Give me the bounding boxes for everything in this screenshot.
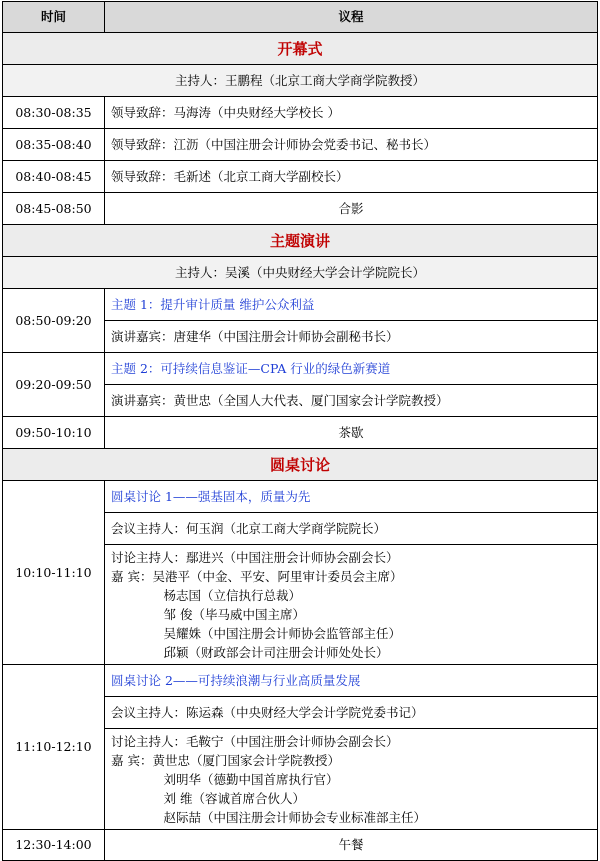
participants-cell: [105, 545, 598, 665]
header-time: 时间: [3, 2, 105, 33]
time-cell: 09:20-09:50: [3, 353, 105, 417]
table-row: [3, 97, 598, 129]
agenda-table: [2, 1, 598, 861]
time-cell: 11:10-12:10: [3, 665, 105, 830]
time-cell: 09:50-10:10: [3, 417, 105, 449]
talk-speaker: 演讲嘉宾：唐建华（中国注册会计师协会副秘书长）: [105, 321, 598, 353]
guest-line: [111, 567, 597, 586]
table-row: [3, 193, 598, 225]
table-row: [3, 161, 598, 193]
guest-name: 邹 俊（毕马威中国主席）: [163, 606, 305, 622]
time-cell: 08:40-08:45: [3, 161, 105, 193]
meeting-host: 会议主持人：陈运森（中央财经大学会计学院党委书记）: [105, 697, 598, 729]
guest-name: 刘 维（容诚首席合伙人）: [163, 790, 305, 806]
table-header-row: [3, 2, 598, 33]
discussion-host: 讨论主持人：毛鞍宁（中国注册会计师协会副会长）: [111, 733, 399, 749]
table-row: [3, 417, 598, 449]
header-agenda: 议程: [105, 2, 598, 33]
agenda-item: 茶歇: [105, 417, 598, 449]
agenda-item: 领导致辞：马海涛（中央财经大学校长 ）: [105, 97, 598, 129]
table-row: [3, 665, 598, 697]
discussion-host: 讨论主持人：鄢进兴（中国注册会计师协会副会长）: [111, 549, 399, 565]
table-row: [3, 129, 598, 161]
agenda-item: 午餐: [105, 830, 598, 861]
guest-name: 杨志国（立信执行总裁）: [163, 587, 302, 603]
agenda-item: 领导致辞：江沥（中国注册会计师协会党委书记、秘书长）: [105, 129, 598, 161]
section-title-roundtable: 圆桌讨论: [3, 449, 598, 481]
table-row: [3, 289, 598, 321]
guest-name: 刘明华（德勤中国首席执行官）: [163, 771, 339, 787]
time-cell: 08:50-09:20: [3, 289, 105, 353]
section-row-keynote: [3, 225, 598, 257]
guests-label: 嘉 宾：: [111, 752, 153, 768]
talk-topic: 主题 1：提升审计质量 维护公众利益: [105, 289, 598, 321]
agenda-item: 领导致辞：毛新述（北京工商大学副校长）: [105, 161, 598, 193]
time-cell: 10:10-11:10: [3, 481, 105, 665]
guest-name: 吴耀姝（中国注册会计师协会监管部主任）: [163, 625, 402, 641]
guests-label: 嘉 宾：: [111, 568, 153, 584]
participants-cell: [105, 729, 598, 830]
agenda-item: 合影: [105, 193, 598, 225]
section-title-keynote: 主题演讲: [3, 225, 598, 257]
guest-name: 赵际喆（中国注册会计师协会专业标准部主任）: [163, 809, 427, 825]
guest-name: 吴港平（中金、平安、阿里审计委员会主席）: [152, 568, 403, 584]
guest-name: 邱颖（财政部会计司注册会计师处处长）: [163, 644, 389, 660]
time-cell: 08:30-08:35: [3, 97, 105, 129]
host-row-keynote: [3, 257, 598, 289]
section-row-opening: [3, 33, 598, 65]
guest-line: [111, 751, 597, 770]
guest-name: 黄世忠（厦门国家会计学院教授）: [152, 752, 340, 768]
time-cell: 08:45-08:50: [3, 193, 105, 225]
roundtable-topic: 圆桌讨论 1——强基固本，质量为先: [105, 481, 598, 513]
host-row-opening: [3, 65, 598, 97]
table-row: [3, 481, 598, 513]
table-row: [3, 830, 598, 861]
time-cell: 12:30-14:00: [3, 830, 105, 861]
section-title-opening: 开幕式: [3, 33, 598, 65]
talk-speaker: 演讲嘉宾：黄世忠（全国人大代表、厦门国家会计学院教授）: [105, 385, 598, 417]
time-cell: 08:35-08:40: [3, 129, 105, 161]
table-row: [3, 353, 598, 385]
talk-topic: 主题 2：可持续信息鉴证—CPA 行业的绿色新赛道: [105, 353, 598, 385]
meeting-host: 会议主持人：何玉润（北京工商大学商学院院长）: [105, 513, 598, 545]
roundtable-topic: 圆桌讨论 2——可持续浪潮与行业高质量发展: [105, 665, 598, 697]
keynote-host: 主持人：吴溪（中央财经大学会计学院院长）: [3, 257, 598, 289]
opening-host: 主持人：王鹏程（北京工商大学商学院教授）: [3, 65, 598, 97]
section-row-roundtable: [3, 449, 598, 481]
